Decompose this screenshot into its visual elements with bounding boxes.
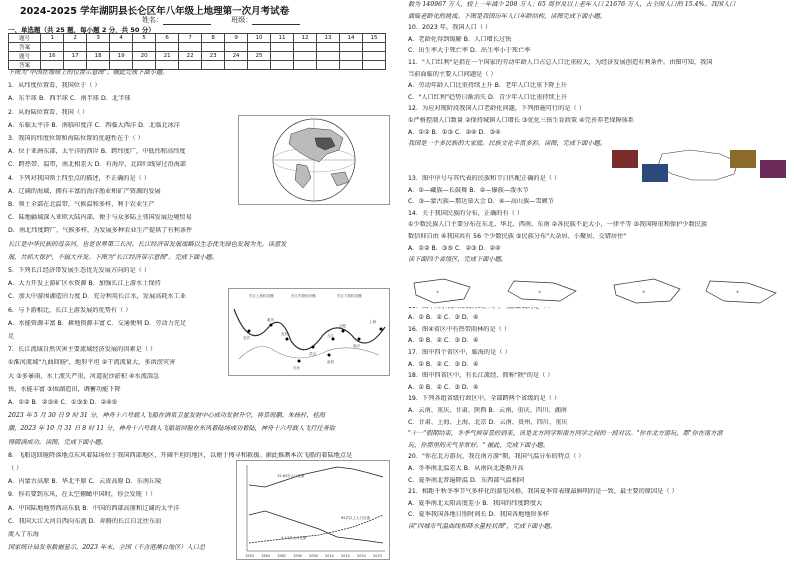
- text-line: ①少数民族人口主要分布在东北、华北、西南、东南 ②各民族不论大小，一律平等 ③我国障重和保护少数民族: [408, 221, 708, 229]
- text-line: A．大力开发上游矿区水资源 B．加强长江上游水土保持: [8, 280, 161, 288]
- text-line: A．夏季南北太阳高度差小 B．我国的纬度跨度大: [408, 499, 543, 507]
- question-number-cell: 13: [317, 34, 340, 43]
- question-number-cell: 24: [225, 52, 248, 61]
- text-line: 展，共抓大保护，不搞大开发。下图为"长江经济带示意图"。完成下面小题。: [8, 253, 218, 261]
- answer-cell[interactable]: [87, 43, 110, 52]
- text-line: ①淮河流域"九曲回肠"，地形平坦 ②干流流量大，多洪涝灾害: [8, 359, 176, 367]
- empty-cell: [340, 52, 363, 61]
- text-line: 4．下列对我国领土四至点的描述，不正确的是（ ）: [8, 174, 151, 182]
- province-number: ①: [436, 290, 440, 294]
- text-line: 14．关于我国民族的分布，正确的有（ ）: [408, 209, 524, 217]
- text-line: ①严格控制人口数量 ②保持城镇人口增长 ③优化三孩生育政策 ④完善养老保障体系: [408, 117, 635, 124]
- city-label: 南京: [353, 344, 360, 348]
- question-number-cell: 5: [133, 34, 156, 43]
- ethnic-photo-4: [760, 160, 786, 178]
- question-number-cell: 6: [156, 34, 179, 43]
- answer-cell[interactable]: [41, 43, 64, 52]
- empty-cell: [271, 52, 294, 61]
- series-label: 15-64岁人口比重: [277, 474, 305, 478]
- answer-cell[interactable]: [64, 43, 87, 52]
- x-tick: 2020: [357, 554, 366, 558]
- city-label: 宜宾: [243, 336, 250, 340]
- text-line: 13．图中序号与其代表的民族和节日匹配正确的是（ ）: [408, 175, 561, 182]
- text-line: 数信仰自由 ④我国共有 56 个少数民族 ⑤民族分布"大杂居、小聚居、交错居住": [408, 233, 627, 240]
- text-line: 3．我国的纬度位置和海陆位置的优越性在于（ ）: [8, 135, 144, 142]
- text-line: A．中国陆地地势西高东低 B．中国的西部高原和辽阔的太平洋: [8, 504, 180, 512]
- question-number-cell: 8: [202, 34, 225, 43]
- text-line: A．位于亚洲东部，太平洋的西岸 B．跨纬度广，中低纬和高纬度: [8, 148, 186, 156]
- text-line: A．① B．② C．③ D．④: [408, 383, 479, 391]
- name-label: 姓名：: [142, 16, 163, 24]
- x-tick: 2010: [325, 554, 334, 558]
- text-line: 足: [8, 333, 15, 340]
- text-line: 大 ③多暴雨，水土流失严重，河道泥沙淤积 ④水流湍急: [8, 372, 160, 380]
- text-line: 7．长江流域自然灾害主要流域经济发展的因素是（ ）: [8, 346, 157, 354]
- section-heading: 一、单选题（共 25 题，每小题 2 分，共 50 分）: [8, 26, 155, 34]
- answer-cell[interactable]: [156, 43, 179, 52]
- ethnic-groups-figure: [612, 148, 788, 184]
- text-line: 6．与下游相比，长江上游发展的优势有（ ）: [8, 306, 132, 314]
- question-number-cell: 15: [362, 34, 385, 43]
- empty-cell: [294, 52, 317, 61]
- text-line: 5．下列长江经济带发展生态优先发展方向的是（ ）: [8, 267, 151, 274]
- text-line: 19．下列各组省级行政区中，全部跨两个省级的是（ ）: [408, 395, 561, 403]
- ethnic-photo-2: [642, 164, 668, 182]
- x-tick: 2000: [309, 554, 318, 558]
- city-label: 合肥: [339, 324, 346, 328]
- text-line: C．跨热带、温带，南北相差大 D．有海岸，北回归线穿过沿海部: [8, 161, 187, 169]
- city-label: 长沙: [293, 366, 300, 370]
- province-number: ④: [736, 290, 740, 294]
- ethnic-photo-1: [612, 150, 638, 168]
- text-line: D．南北纬度跨广，气候多样，为发展多种农业生产提供了有利条件: [8, 227, 193, 235]
- name-blank[interactable]: [163, 17, 211, 25]
- text-line: C．我国大江大河自西向东流 D．奔腾的长江自北往东而: [8, 517, 162, 525]
- text-line: B．领土全部在北温带，气候温和多样，利于农业生产: [8, 201, 155, 208]
- text-line: 11．"人口红利"是指在一个国家的劳动年龄人口占总人口比重较大，为经济发展创造有利条件。由图可知，我国: [408, 59, 713, 66]
- answer-cell[interactable]: [340, 43, 363, 52]
- question-number-cell: 16: [41, 52, 64, 61]
- text-line: A．①—藏族—长鼓舞 B．②—傣族—泼水节: [408, 186, 529, 194]
- text-line: A．东临太平洋 B．南临印度洋 C．西临大西洋 D．北临北冰洋: [8, 121, 180, 129]
- question-number-cell: 23: [202, 52, 225, 61]
- text-line: 潮，2023 年 10 月 31 日 8 时 11 分，神舟十六号载人飞船返回舱在东风着陆场成功着陆，神舟十六号载人飞行任务取: [8, 425, 336, 433]
- answer-table-label: 题号: [9, 52, 41, 61]
- text-line: A．① B．② C．③ D．④: [408, 360, 479, 368]
- x-tick: 2023: [373, 554, 382, 558]
- text-line: C．出生率大于死亡率 D．出生率小于死亡率: [408, 47, 531, 55]
- text-line: C．"人口红利"趋势日渐消失 D．青少年人口比重持续上升: [408, 93, 568, 101]
- text-line: 快，水能丰富 ⑤围湖造田，调蓄功能下降: [8, 385, 121, 393]
- text-line: 读"四城市气温曲线和降水量柱状图"，完成下面小题。: [408, 523, 557, 530]
- text-line: 20．"你在北方游玩，我在南方游"期，我国气温分布的特点（ ）: [408, 453, 585, 461]
- text-line: 当前面临的主要人口问题是（ ）: [408, 70, 497, 78]
- name-class-line: [142, 15, 318, 25]
- answer-table-label: 答案: [9, 43, 41, 52]
- text-line: C．③—蒙古族—那达慕大会 D．④—高山族—雪顿节: [408, 198, 554, 206]
- answer-cell[interactable]: [248, 43, 271, 52]
- province-number: ③: [642, 290, 646, 294]
- text-line: A．辽阔的海域，拥有丰富的海洋渔业和矿产资源的发展: [8, 187, 161, 195]
- text-line: 读下面四个省级区，完成下面小题。: [408, 256, 507, 264]
- text-line: 我国是一个多民族的大家庭。民族文化丰富多彩。读图，完成下面小题。: [408, 140, 606, 148]
- globe-map-graphic: [239, 116, 389, 204]
- series-label: 0-14岁人口比重: [281, 536, 307, 540]
- answer-table: [8, 33, 386, 70]
- text-line: "十一"假期结束，冬季气候带景的到来。该是北方同学和南方同学之间的一段对话。"你在北方游玩，都"你在南方游: [408, 430, 723, 438]
- text-line: 9．你若要到东风，在太空俯瞰中国时，你会发现（ ）: [8, 491, 157, 499]
- class-blank[interactable]: [252, 17, 300, 25]
- population-age-structure-chart: [236, 460, 390, 560]
- text-line: 21．相距千秋冬季节气多样化的游览风格，我国夏季常表现最鲜明的是一致，最主要的原因是（ ）: [408, 488, 678, 496]
- text-line: A．①② B．③⑤ C．②③ D．②④: [408, 244, 501, 252]
- question-number-cell: 3: [87, 34, 110, 43]
- empty-cell: [317, 52, 340, 61]
- empty-cell: [362, 52, 385, 61]
- x-tick: 1990: [293, 554, 302, 558]
- x-tick: 1953: [245, 554, 254, 558]
- text-line: 玩，你那里的天气非常好。" 据此，完成下面小题。: [408, 441, 549, 449]
- text-line: C．夏季我国各地日照时间长 D．我国各地地形多样: [408, 511, 549, 519]
- answer-cell[interactable]: [317, 43, 340, 52]
- text-line: 12．为应对现阶段我国人口老龄化问题，下列措施可行的是（ ）: [408, 105, 585, 113]
- text-line: A．内蒙古高原 B．华北平原 C．云贵高原 D．东南丘陵: [8, 478, 162, 486]
- series-label: 65岁以上人口比重: [341, 516, 370, 520]
- question-number-cell: 18: [87, 52, 110, 61]
- text-line: A．云南、重庆、甘肃、陕西 B．云南、重庆、四川、湖南: [408, 407, 567, 414]
- class-label: 班级：: [231, 16, 253, 24]
- question-number-cell: 10: [248, 34, 271, 43]
- question-number-cell: 9: [225, 34, 248, 43]
- answer-cell[interactable]: [110, 43, 133, 52]
- question-number-cell: 25: [248, 52, 271, 61]
- text-line: C．夏季南北普遍降温 D．东西部气温相同: [408, 476, 525, 484]
- china-world-position-map: [238, 115, 390, 205]
- province-outlines: [404, 275, 788, 307]
- text-line: A．① B．② C．③ D．④: [408, 314, 479, 322]
- city-label: 宜昌: [281, 332, 288, 336]
- question-number-cell: 4: [110, 34, 133, 43]
- x-tick: 1964: [261, 554, 270, 558]
- answer-cell[interactable]: [225, 43, 248, 52]
- river-map-graphic: [229, 289, 389, 375]
- answer-cell[interactable]: [202, 43, 225, 52]
- text-line: 长江是中华民族的母亲河，也是世界第三长河。长江经济带发展战略以生态优先绿色发展为先。读意发: [8, 240, 287, 248]
- answer-cell[interactable]: [179, 43, 202, 52]
- question-number-cell: 2: [64, 34, 87, 43]
- text-line: A．冬季南北温差大 B．从南向北逐渐升高: [408, 465, 524, 472]
- question-number-cell: 1: [41, 34, 64, 43]
- text-line: 8．飞船返回舱降落地点东风着陆场位于我国西部地区，开阔平坦的地区，以便于搜寻和救援。据此推测本次飞船的着陆地点是: [8, 451, 353, 459]
- text-line: 10．2023 年，我国人口（ ）: [408, 24, 492, 32]
- question-number-cell: 21: [156, 52, 179, 61]
- province-number: ②: [538, 290, 542, 294]
- question-number-cell: 11: [271, 34, 294, 43]
- text-line: A．水能资源丰富 B．耕地资源丰富 C．交通便利 D．劳动力充足: [8, 319, 187, 327]
- answer-table-row: [9, 34, 386, 43]
- city-label: 南昌: [327, 360, 334, 364]
- text-line: 2023 年 5 月 30 日 9 时 31 分，神舟十六号载人飞船在酒泉卫星发射中心成功发射升空，将景海鹏、朱杨柱、桂海: [8, 412, 325, 420]
- text-line: 数为 140967 万人，较上一年减少 208 万人；65 周岁及以上老年人口 21676 万人，占全国人口的 15.4%。我国人口: [408, 1, 736, 8]
- text-line: 国家统计局发布数据显示，2023 年末，全国（不含港澳台地区）人口总: [8, 544, 206, 552]
- exam-title: 2024-2025 学年湖阴县长仑区年八年级上地理第一次月考试卷: [20, 6, 290, 17]
- text-line: 16．图④省区中有热带雨林的是（ ）: [408, 325, 511, 333]
- question-number-cell: 19: [110, 52, 133, 61]
- text-line: 流入了东海: [8, 531, 39, 538]
- river-label: 长江上游经济圈: [249, 294, 274, 298]
- text-line: 得圆满成功。读图，完成下面小题。: [8, 438, 107, 446]
- age-line-chart: [237, 461, 389, 559]
- answer-table-label: 答案: [9, 61, 41, 70]
- text-line: A．①② B．①③ C．②④ D．③④: [408, 128, 501, 136]
- text-line: A．东半球 B．西半球 C．南半球 D．北半球: [8, 95, 131, 103]
- text-line: 下图为"中国在地球上的位置示意图"。据此完成下面小题。: [8, 69, 169, 76]
- yangtze-economic-belt-map: [228, 288, 390, 376]
- text-line: 面临老龄化的挑战。下图是我国历年人口年龄结构，读图完成下面小题。: [408, 12, 606, 20]
- river-label: 长江下游经济圈: [337, 294, 362, 298]
- text-line: 18．图中四省区中，有长江流经、简称"陕"的是（ ）: [408, 372, 554, 380]
- answer-cell[interactable]: [294, 43, 317, 52]
- question-number-cell: 22: [179, 52, 202, 61]
- answer-table-row: [9, 52, 386, 61]
- question-number-cell: 14: [340, 34, 363, 43]
- question-number-cell: 17: [64, 52, 87, 61]
- text-line: 17．图中四个省区中，临海的是（ ）: [408, 349, 511, 356]
- question-number-cell: 7: [179, 34, 202, 43]
- answer-cell[interactable]: [271, 43, 294, 52]
- text-line: C．陆地疆域深入亚欧大陆内部，便于与众多陆上邻国发展边境贸易: [8, 214, 192, 222]
- text-line: A．老龄化得到缓解 B．人口增长过快: [408, 35, 512, 43]
- text-line: A．劳动年龄人口比重持续上升 B．老年人口比重下降上升: [408, 82, 567, 90]
- city-label: 重庆: [267, 318, 274, 322]
- answer-table-label: 题号: [9, 34, 41, 43]
- river-label: 长江中游经济圈: [291, 294, 316, 298]
- text-line: C．加大中游围湖造田力度 D．充分利用长江水，发展高耗水工业: [8, 293, 187, 301]
- answer-cell[interactable]: [133, 43, 156, 52]
- text-line: A．①② B．②③④ C．①③⑤ D．②④⑤: [8, 399, 118, 406]
- text-line: A．① B．② C．③ D．④: [408, 337, 479, 345]
- city-label: 上海: [369, 320, 376, 324]
- text-line: （ ）: [8, 465, 23, 472]
- text-line: C．甘肃、上海、上海、北京 D．云南、贵州、四川、重庆: [408, 418, 568, 426]
- question-number-cell: 12: [294, 34, 317, 43]
- answer-cell[interactable]: [362, 43, 385, 52]
- province-outlines-figure: [404, 275, 788, 307]
- city-label: 九江: [327, 334, 334, 338]
- question-number-cell: 20: [133, 52, 156, 61]
- answer-table-row: [9, 43, 386, 52]
- x-tick: 2015: [341, 554, 350, 558]
- x-tick: 1982: [277, 554, 286, 558]
- text-line: 1．从纬度位置看，我国位于（ ）: [8, 82, 101, 90]
- ethnic-photo-3: [730, 150, 756, 168]
- city-label: 武汉: [309, 352, 316, 356]
- text-line: 2．从海陆位置看，我国（ ）: [8, 108, 89, 116]
